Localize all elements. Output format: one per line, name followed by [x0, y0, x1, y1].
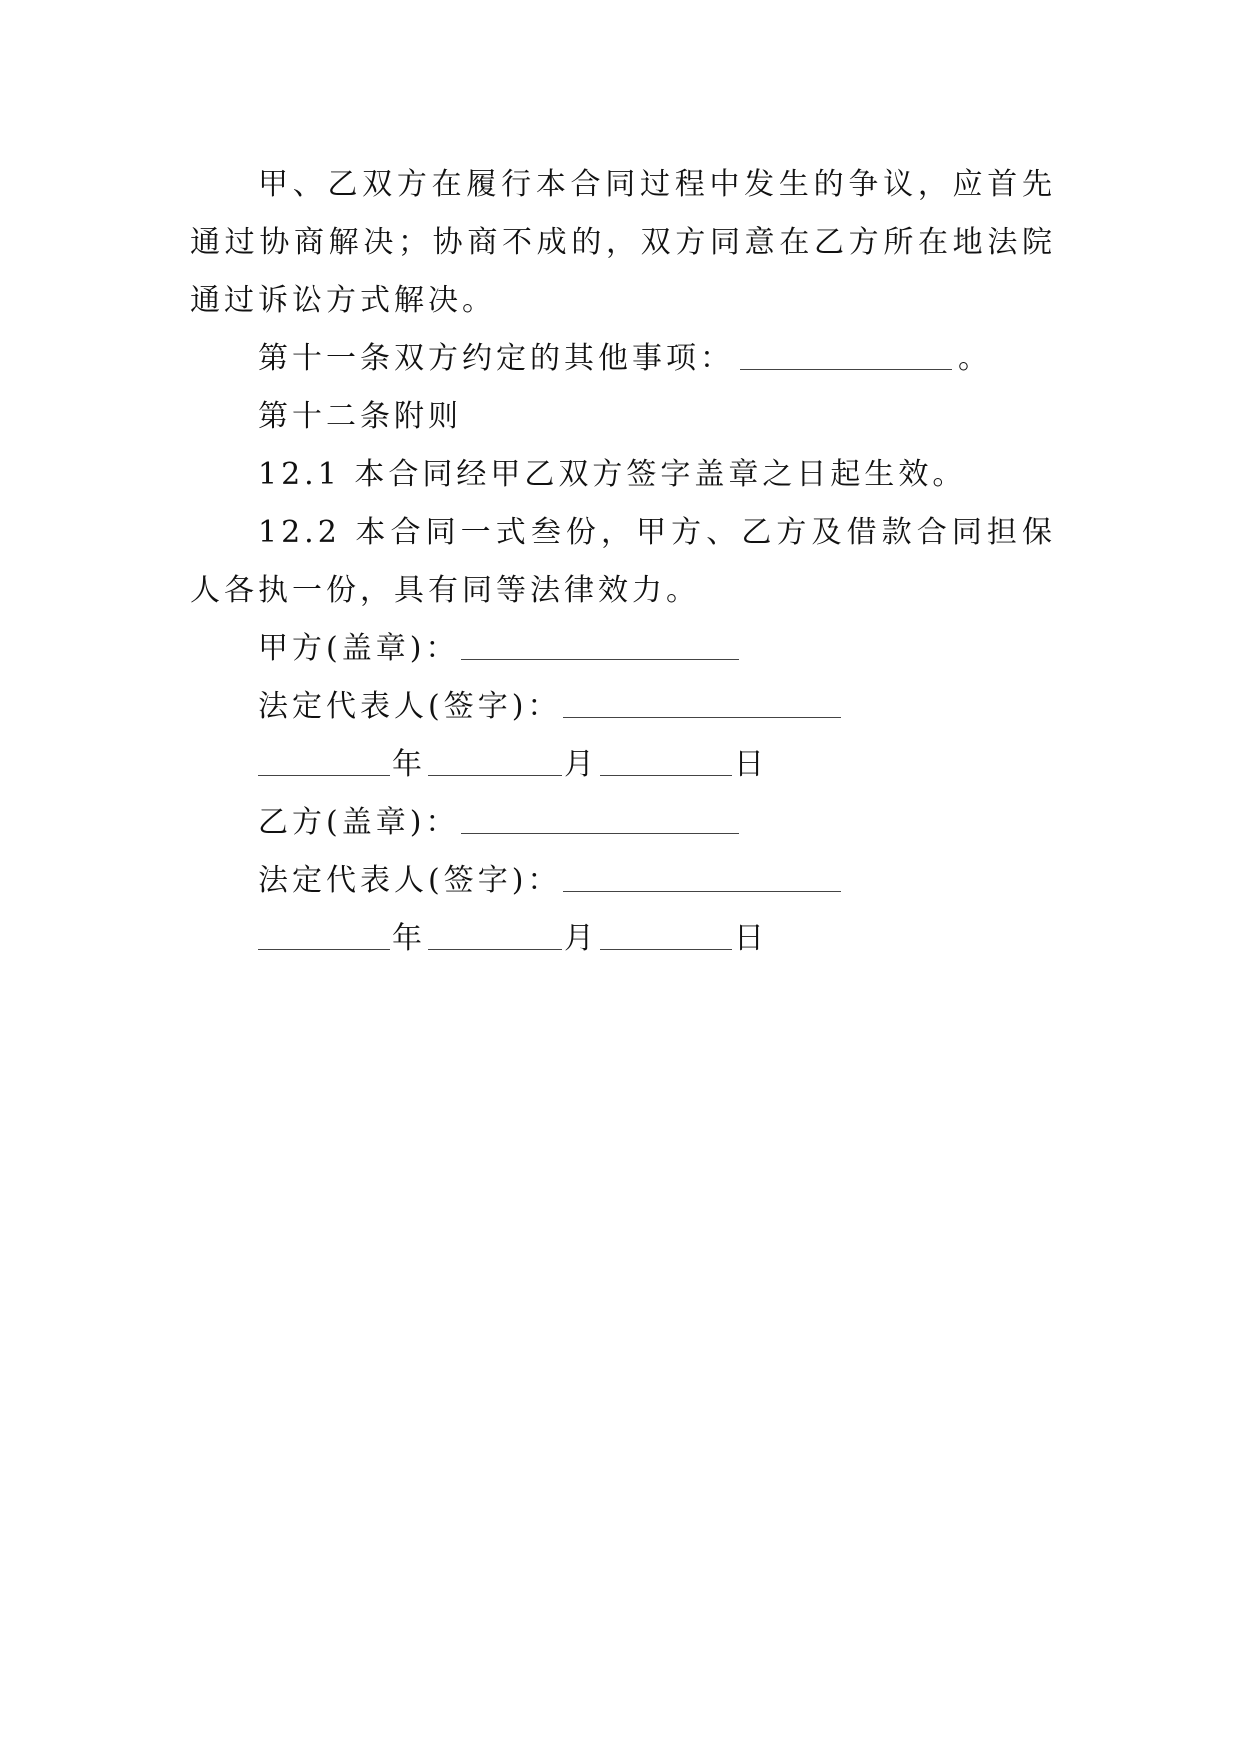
article-11-label: 第十一条双方约定的其他事项：	[258, 341, 734, 376]
party-a-day-blank[interactable]	[600, 745, 732, 776]
article-11	[190, 330, 1056, 388]
party-a-seal-line	[190, 620, 1056, 678]
article-12-title: 第十二条附则	[258, 399, 462, 434]
document-body	[190, 156, 1056, 968]
article-11-suffix: 。	[958, 341, 992, 376]
party-a-year-blank[interactable]	[258, 745, 390, 776]
party-a-year-label: 年	[392, 747, 426, 782]
party-a-month-label: 月	[564, 747, 598, 782]
party-b-rep-label: 法定代表人(签字)：	[258, 863, 562, 898]
party-b-date-line	[190, 910, 1056, 968]
party-b-day-blank[interactable]	[600, 919, 732, 950]
article-12-item-2: 12.2 本合同一式叁份，甲方、乙方及借款合同担保人各执一份，具有同等法律效力。	[190, 515, 1056, 608]
party-a-rep-label: 法定代表人(签字)：	[258, 689, 562, 724]
party-b-rep-line	[190, 852, 1056, 910]
article-12-item-1: 12.1 本合同经甲乙双方签字盖章之日起生效。	[258, 457, 967, 492]
party-b-month-blank[interactable]	[428, 919, 562, 950]
party-a-seal-label: 甲方(盖章)：	[258, 631, 460, 666]
party-b-month-label: 月	[564, 921, 598, 956]
party-b-day-label: 日	[734, 921, 768, 956]
party-b-seal-label: 乙方(盖章)：	[258, 805, 460, 840]
dispute-clause: 甲、乙双方在履行本合同过程中发生的争议，应首先通过协商解决；协商不成的，双方同意在乙方所在地法院通过诉讼方式解决。	[190, 167, 1056, 318]
party-a-rep-blank[interactable]	[563, 687, 841, 718]
party-a-seal-blank[interactable]	[461, 629, 739, 660]
other-matters-blank[interactable]	[740, 339, 952, 370]
party-b-seal-line	[190, 794, 1056, 852]
party-b-rep-blank[interactable]	[563, 861, 841, 892]
party-b-year-blank[interactable]	[258, 919, 390, 950]
party-a-rep-line	[190, 678, 1056, 736]
party-a-month-blank[interactable]	[428, 745, 562, 776]
party-a-day-label: 日	[734, 747, 768, 782]
party-b-year-label: 年	[392, 921, 426, 956]
party-a-date-line	[190, 736, 1056, 794]
party-b-seal-blank[interactable]	[461, 803, 739, 834]
